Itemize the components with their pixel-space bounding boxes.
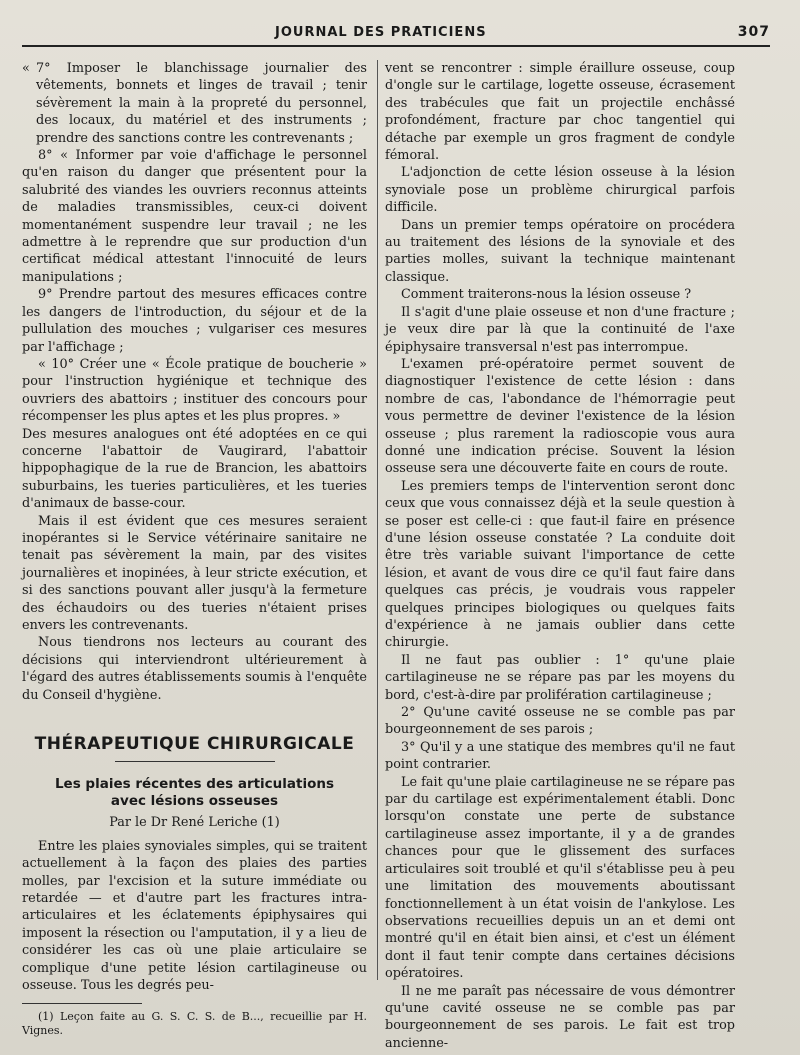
header-rule	[22, 45, 770, 47]
article-author: Par le Dr René Leriche (1)	[109, 815, 280, 831]
article-title-line-1: Les plaies récentes des articulations	[54, 776, 335, 793]
paragraph: 2° Qu'une cavité osseuse ne se comble pas par bourgeonnement de ses parois ;	[385, 705, 735, 738]
page-number: 307	[737, 24, 770, 40]
paragraph: Entre les plaies synoviales simples, qui se traitent actuellement à la façon des plaies des parties molles, par l'excision et la suture immédiate ou retardée — et d'autre part les fractures intra-articulaires et les éclatements épiphysaires qui imposent la résection ou l'amputation, il y a lieu de considérer les cas où une plaie articulaire se complique d'une petite lésion cartilagineuse ou osseuse. Tous les degrés peu-	[22, 838, 367, 994]
right-column	[385, 60, 735, 1052]
paragraph: « 10° Créer une « École pratique de boucherie » pour l'instruction hygiénique et technique des ouvriers des abattoirs ; instituer des concours pour récompenser les plus aptes et les plus propres. »	[22, 356, 367, 425]
article-title-line-2: avec lésions osseuses	[110, 793, 279, 810]
paragraph: 3° Qu'il y a une statique des membres qu'il ne faut point contrarier.	[385, 739, 735, 773]
footnote: (1) Leçon faite au G. S. C. S. de B..., recueillie par H. Vignes.	[22, 1009, 367, 1037]
section-rule	[115, 761, 275, 762]
column-divider	[377, 60, 378, 980]
paragraph: Comment traiterons-nous la lésion osseuse ?	[401, 287, 692, 303]
paragraph: Il ne me paraît pas nécessaire de vous démontrer qu'une cavité osseuse ne se comble pas par bourgeonnement de ses parois. Le fait est trop ancienne-	[385, 983, 735, 1051]
paragraph: « 7° Imposer le blanchissage journalier des vêtements, bonnets et linges de travail ; tenir sévèrement la main à la propreté du personnel, des locaux, du matériel et des instruments ; prendre des sanctions contre les contrevenants ;	[22, 60, 367, 147]
journal-title: JOURNAL DES PRATICIENS	[275, 25, 487, 40]
paragraph: Le fait qu'une plaie cartilagineuse ne se répare pas par du cartilage est expérimentalement établi. Donc lorsqu'on constate une perte de substance cartilagineuse assez importante, il y a de grandes chances pour que le glissement des surfaces articulaires soit troublé et qu'il s'établisse peu à peu une limitation des mouvements aboutissant fonctionnellement à un état voisin de l'ankylose. Les observations recueillies depuis un an et demi ont montré qu'il en était bien ainsi, et c'est un élément dont il faut tenir compte dans certaines décisions opératoires.	[385, 774, 735, 982]
paragraph: vent se rencontrer : simple éraillure osseuse, coup d'ongle sur le cartilage, logette osseuse, écrasement des trabécules que fait un projectile enchâssé profondément, fracture par choc tangentiel qui détache par exemple un gros fragment de condyle fémoral.	[385, 61, 735, 164]
section-title: THÉRAPEUTIQUE CHIRURGICALE	[34, 734, 355, 755]
left-column	[22, 60, 367, 1038]
running-head	[30, 22, 770, 42]
paragraph: Des mesures analogues ont été adoptées en ce qui concerne l'abattoir de Vaugirard, l'abattoir hippophagique de la rue de Brancion, les abattoirs suburbains, les tueries particulières, et les tueries d'animaux de basse-cour.	[22, 426, 367, 512]
paragraph: Il s'agit d'une plaie osseuse et non d'une fracture ; je veux dire par là que la continuité de l'axe épiphysaire transversal n'est pas interrompue.	[385, 304, 735, 355]
paragraph: Il ne faut pas oublier : 1° qu'une plaie cartilagineuse ne se répare pas par les moyens du bord, c'est-à-dire par prolifération cartilagineuse ;	[385, 652, 735, 703]
paragraph: Mais il est évident que ces mesures seraient inopérantes si le Service vétérinaire sanitaire ne tenait pas sévèrement la main, par des visites journalières et inopinées, à leur stricte exécution, et si des sanctions pouvant aller jusqu'à la fermeture des échaudoirs ou des tueries n'étaient prises envers les contrevenants.	[22, 513, 367, 633]
paragraph: Nous tiendrons nos lecteurs au courant des décisions qui interviendront ultérieurement à l'égard des autres établissements soumis à l'enquête du Conseil d'hygiène.	[22, 635, 367, 703]
paragraph: Les premiers temps de l'intervention seront donc ceux que vous connaissez déjà et la seule question à se poser est celle-ci : que faut-il faire en présence d'une lésion osseuse constatée ? La conduite doit être très variable suivant l'importance de cette lésion, et avant de vous dire ce qu'il faut faire dans quelques cas précis, je voudrais vous rappeler quelques principes biologiques ou quelques faits d'expérience à ne jamais oublier dans cette chirurgie.	[385, 478, 735, 651]
paragraph: 8° « Informer par voie d'affichage le personnel qu'en raison du danger que présentent pour la salubrité des viandes les ouvriers reconnus atteints de maladies transmissibles, ceux-ci doivent momentanément suspendre leur travail ; ne les admettre à le reprendre que sur production d'un certificat médical attestant l'innocuité de leurs manipulations ;	[22, 148, 367, 285]
paragraph: Dans un premier temps opératoire on procédera au traitement des lésions de la synoviale et des parties molles, suivant la technique maintenant classique.	[385, 217, 735, 285]
paragraph: 9° Prendre partout des mesures efficaces contre les dangers de l'introduction, du séjour et de la pullulation des mouches ; vulgariser ces mesures par l'affichage ;	[22, 287, 367, 355]
footnote-rule	[22, 1003, 142, 1004]
paragraph: L'examen pré-opératoire permet souvent de diagnostiquer l'existence de cette lésion : dans nombre de cas, l'abondance de l'hémorragie peut vous permettre de deviner l'existence de la lésion osseuse ; plus rarement la radioscopie vous aura donné une indication précise. Souvent la lésion osseuse sera une découverte faite en cours de route.	[385, 356, 735, 477]
paragraph: L'adjonction de cette lésion osseuse à la lésion synoviale pose un problème chirurgical parfois difficile.	[385, 165, 735, 216]
